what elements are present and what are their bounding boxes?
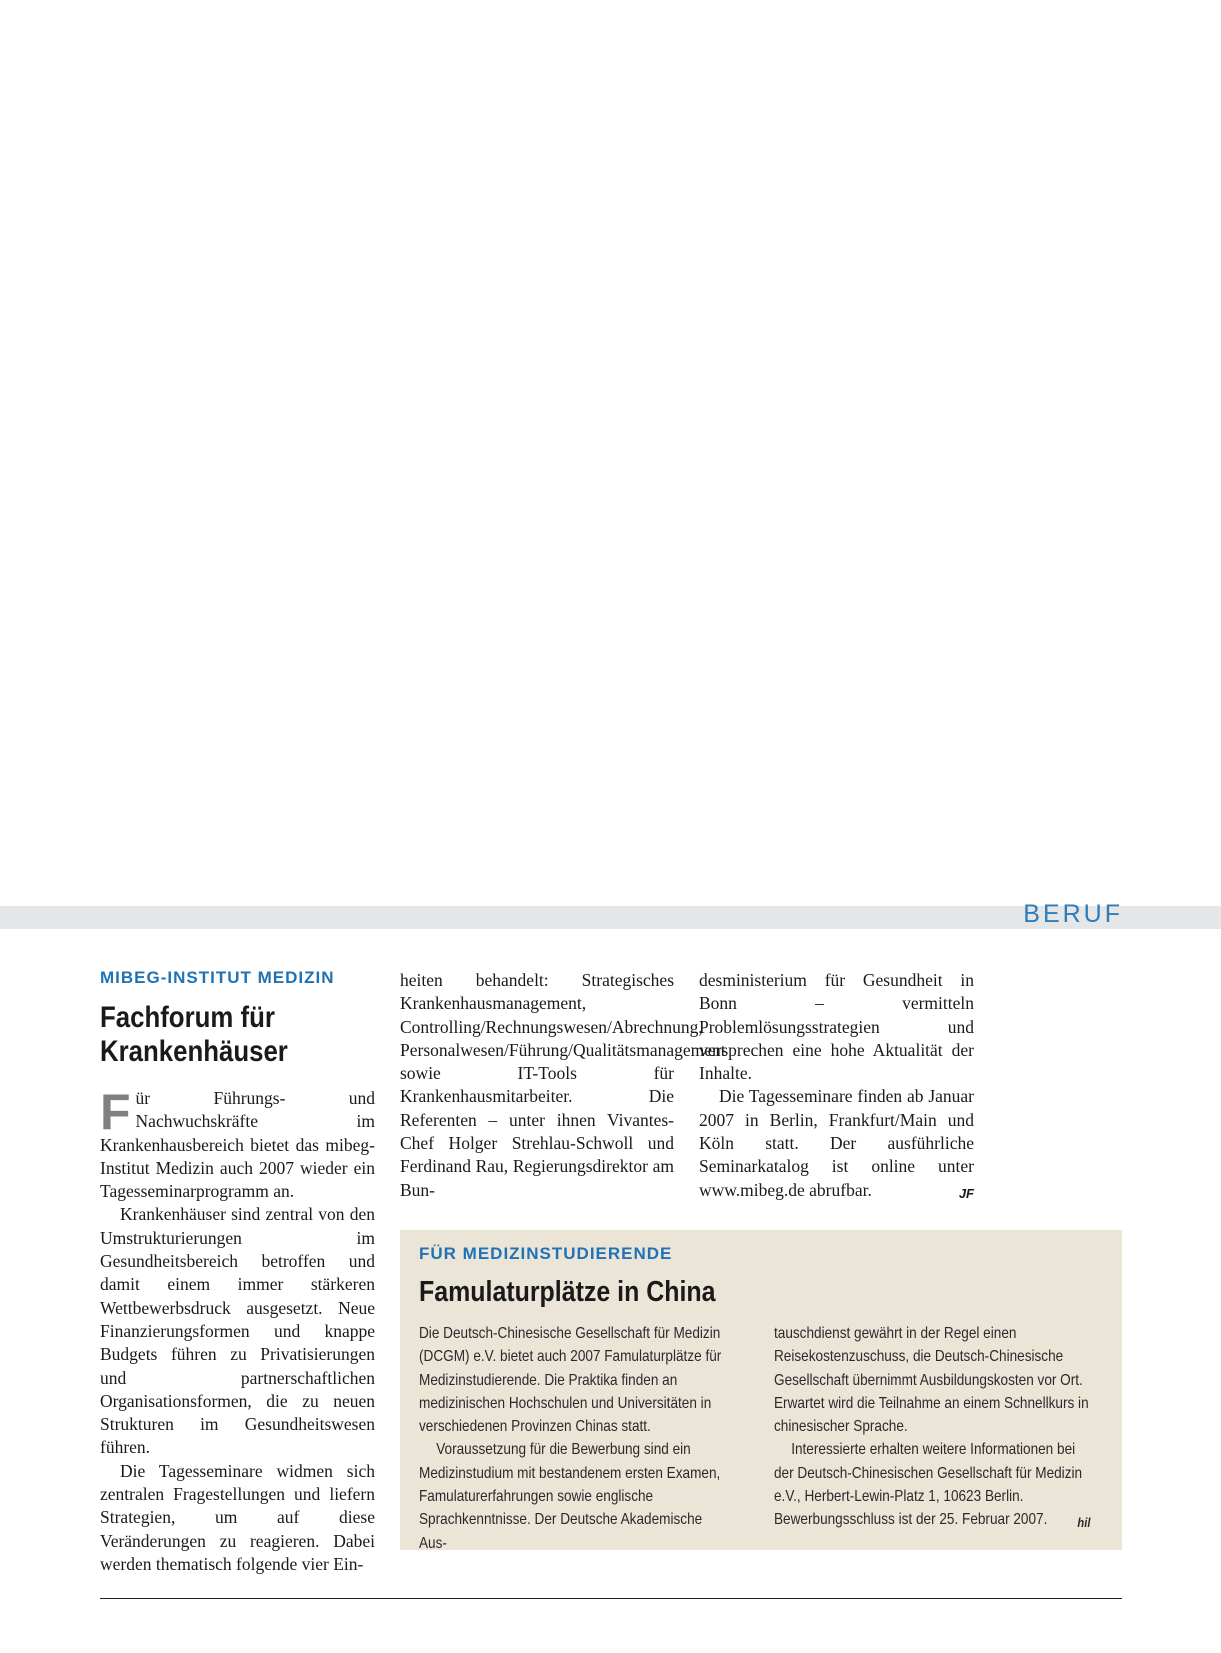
- article2-headline: Famulaturplätze in China: [419, 1276, 716, 1308]
- article2-paragraph-1: Die Deutsch-Chinesische Gesellschaft für Medizin (DCGM) e.V. bietet auch 2007 Famulaturplätze für Medizinstudierende. Die Praktika finden an medizinischen Hochschulen und Universitäten in verschiedenen Provinzen Chinas statt.: [419, 1325, 722, 1436]
- article1-headline-line1: Fachforum für: [100, 1001, 275, 1034]
- article1-paragraph-6: [699, 1085, 974, 1201]
- section-label: BERUF: [1023, 900, 1123, 928]
- drop-cap: F: [100, 1084, 131, 1140]
- article-china-box: [400, 1230, 1122, 1550]
- article1-signature: JF: [958, 1185, 974, 1201]
- article2-column-1: [419, 1322, 729, 1555]
- article1-paragraph-3: Die Tagesseminare widmen sich zentralen Fragestellungen und liefern Strategien, um auf diese Veränderungen zu reagieren. Dabei werden thematisch folgende vier Ein-: [100, 1460, 375, 1574]
- article2-signature: hil: [1077, 1515, 1091, 1531]
- article2-paragraph-2: Voraussetzung für die Bewerbung sind ein Medizinstudium mit bestandenem ersten Examen, Famulaturerfahrungen sowie englische Sprachkenntnisse. Der Deutsche Akademische Aus-: [419, 1441, 721, 1552]
- article1-headline: [100, 1001, 288, 1069]
- bottom-rule: [100, 1598, 1122, 1599]
- article1-column-2: [400, 969, 726, 1202]
- article1-paragraph-4: heiten behandelt: Strategisches Krankenhausmanagement, Controlling/Rechnungswesen/Abrechnung, Personalwesen/Führung/Qualitätsmanagement sowie IT-Tools für Krankenhausmitarbeiter. Die Referenten – unter ihnen Vivantes-Chef Holger Strehlau-Schwoll und Ferdinand Rau, Regierungsdirektor am Bun-: [400, 970, 726, 1200]
- article1-paragraph-5: desministerium für Gesundheit in Bonn – vermitteln Problemlösungsstrategien und versprechen eine hohe Aktualität der Inhalte.: [699, 970, 974, 1084]
- article1-paragraph-1: [100, 1084, 375, 1203]
- article2-paragraph-4: [774, 1438, 1090, 1531]
- article1-column-1: [100, 1084, 375, 1576]
- article1-headline-line2: Krankenhäuser: [100, 1035, 288, 1068]
- article2-column-2: [774, 1322, 1090, 1535]
- article2-paragraph-4-text: Interessierte erhalten weitere Informationen bei der Deutsch-Chinesischen Gesellschaft für Medizin e.V., Herbert-Lewin-Platz 1, 10623 Berlin. Bewerbungsschluss ist der 25. Februar 2007.: [774, 1441, 1083, 1529]
- article1-column-3: [699, 969, 974, 1205]
- article1-paragraph-6-text: Die Tagesseminare finden ab Januar 2007 in Berlin, Frankfurt/Main und Köln statt. Der ausführliche Seminarkatalog ist online unter www.mibeg.de abrufbar.: [699, 1086, 974, 1200]
- article1-paragraph-1-text: ür Führungs- und Nachwuchskräfte im Krankenhausbereich bietet das mibeg-Institut Medizin auch 2007 wieder ein Tagesseminarprogramm an.: [100, 1088, 375, 1202]
- article2-kicker: FÜR MEDIZINSTUDIERENDE: [419, 1244, 673, 1263]
- article2-paragraph-3: tauschdienst gewährt in der Regel einen Reisekostenzuschuss, die Deutsch-Chinesische Gesellschaft übernimmt Ausbildungskosten vor Ort. Erwartet wird die Teilnahme an einem Schnellkurs in chinesischer Sprache.: [774, 1325, 1089, 1436]
- article1-paragraph-2: Krankenhäuser sind zentral von den Umstrukturierungen im Gesundheitsbereich betroffen und damit einem immer stärkeren Wettbewerbsdruck ausgesetzt. Neue Finanzierungsformen und knappe Budgets führen zu Privatisierungen und partnerschaftlichen Organisationsformen, die zu neuen Strukturen im Gesundheitswesen führen.: [100, 1204, 375, 1458]
- article1-kicker: MIBEG-INSTITUT MEDIZIN: [100, 968, 335, 987]
